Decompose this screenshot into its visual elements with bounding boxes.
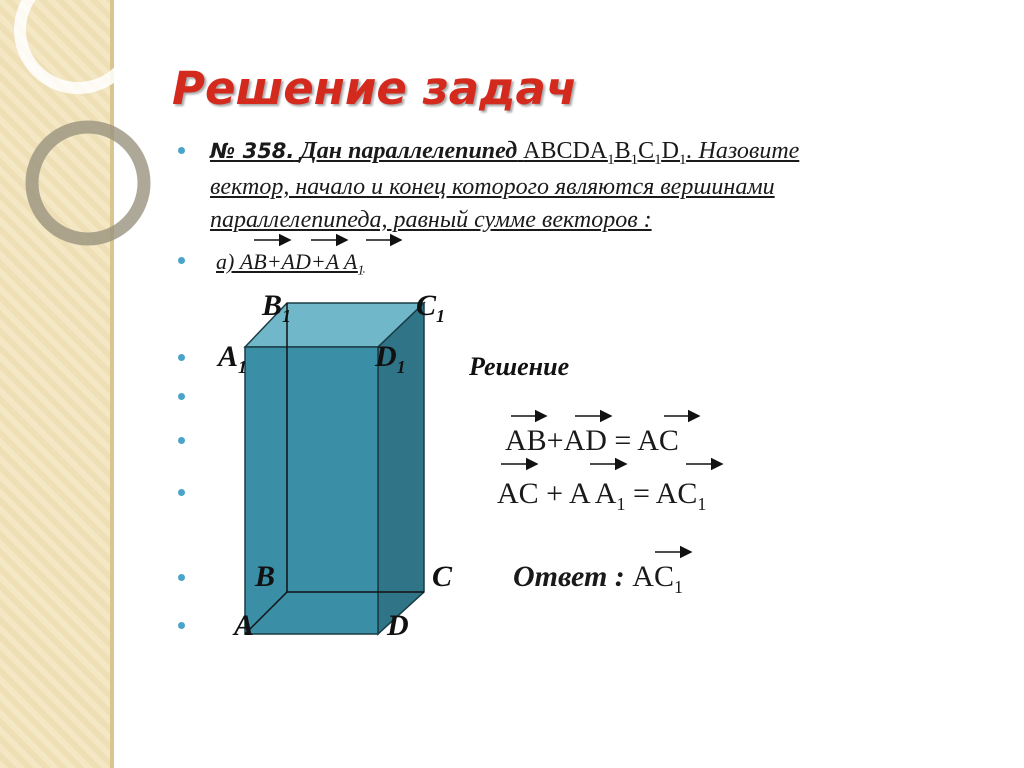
problem-line-1-rest: . Назовите [686, 138, 800, 164]
vertex-label-a: A [234, 609, 255, 642]
problem-given: Дан параллелепипед [300, 138, 518, 164]
vertex-label-d1: $D_1$ [375, 340, 406, 377]
problem-line-3: параллелепипеда, равный сумме векторов : [210, 207, 652, 233]
equation-1: AB+AD = AC [505, 424, 679, 457]
vertex-label-a1: $A_1$ [218, 340, 248, 377]
slide-title: Решение задач [172, 62, 577, 115]
vertex-label-c1: $C_1$ [416, 289, 446, 326]
vertex-label-b1: $B_1$ [262, 289, 292, 326]
equation-2: AC + A $A_1 = AC_1$ [497, 477, 707, 514]
answer-label: Ответ : [513, 560, 625, 593]
vertex-label-b: B [255, 560, 276, 593]
parallelepiped-name: $ABCDA_1B_1C_1D_1$ [523, 138, 687, 168]
answer-value: $AC_1$ [632, 560, 683, 597]
vertex-label-d: D [387, 609, 409, 642]
part-a-expression: а) AB+AD+A $A_1$ [216, 249, 365, 279]
problem-line-2: вектор, начало и конец которого являются вершинами [210, 174, 775, 200]
solution-label: Решение [469, 352, 570, 381]
vertex-label-c: C [432, 560, 453, 593]
problem-number: № 358. [210, 139, 295, 163]
